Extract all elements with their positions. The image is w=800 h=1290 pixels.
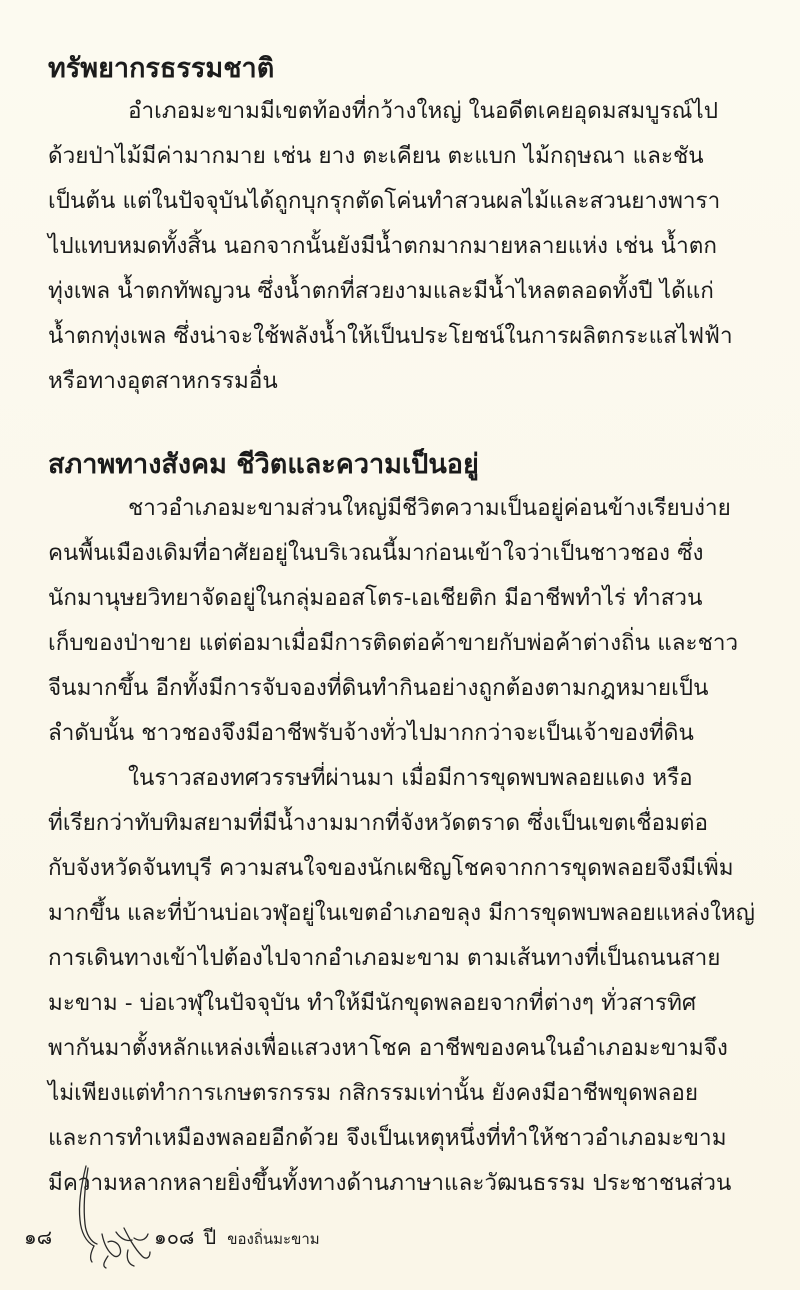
page-number: ๑๘ <box>24 1225 53 1249</box>
text-line: ไปแทบหมดทั้งสิ้น นอกจากนั้นยังมีน้ำตกมากมายหลายแห่ง เช่น น้ำตก <box>48 233 717 259</box>
book-title <box>154 1224 320 1252</box>
text-line: หรือทางอุตสาหกรรมอื่น <box>48 368 278 394</box>
book-title-year: ปี <box>203 1225 217 1249</box>
tamarind-sketch-icon <box>64 1162 164 1272</box>
text-line: ทุ่งเพล น้ำตกทัพญวน ซึ่งน้ำตกที่สวยงามและมีน้ำไหลตลอดทั้งปี ได้แก่ <box>48 278 714 304</box>
text-line: และการทำเหมืองพลอยอีกด้วย จึงเป็นเหตุหนึ่งที่ทำให้ชาวอำเภอมะขาม <box>48 1125 727 1151</box>
text-line: ด้วยป่าไม้มีค่ามากมาย เช่น ยาง ตะเคียน ตะแบก ไม้กฤษณา และชัน <box>48 143 704 169</box>
text-line: นักมานุษยวิทยาจัดอยู่ในกลุ่มออสโตร-เอเชียติก มีอาชีพทำไร่ ทำสวน <box>48 585 703 611</box>
page-footer <box>24 1212 424 1272</box>
text-line: น้ำตกทุ่งเพล ซึ่งน่าจะใช้พลังน้ำให้เป็นประโยชน์ในการผลิตกระแสไฟฟ้า <box>48 323 733 349</box>
text-line: ชาวอำเภอมะขามส่วนใหญ่มีชีวิตความเป็นอยู่ค่อนข้างเรียบง่าย <box>128 495 731 521</box>
text-line: อำเภอมะขามมีเขตท้องที่กว้างใหญ่ ในอดีตเคยอุดมสมบูรณ์ไป <box>128 98 719 124</box>
text-line: มีความหลากหลายยิ่งขึ้นทั้งทางด้านภาษาและวัฒนธรรม ประชาชนส่วน <box>48 1170 732 1196</box>
text-line: มะขาม - บ่อเวฬุในปัจจุบัน ทำให้มีนักขุดพลอยจากที่ต่างๆ ทั่วสารทิศ <box>48 990 697 1016</box>
text-line: เก็บของป่าขาย แต่ต่อมาเมื่อมีการติดต่อค้าขายกับพ่อค้าต่างถิ่น และชาว <box>48 630 739 656</box>
section-heading-social-conditions: สภาพทางสังคม ชีวิตและความเป็นอยู่ <box>48 449 479 480</box>
text-line: การเดินทางเข้าไปต้องไปจากอำเภอมะขาม ตามเส้นทางที่เป็นถนนสาย <box>48 945 721 971</box>
text-line: เป็นต้น แต่ในปัจจุบันได้ถูกบุกรุกตัดโค่นทำสวนผลไม้และสวนยางพารา <box>48 188 721 214</box>
text-line: ในราวสองทศวรรษที่ผ่านมา เมื่อมีการขุดพบพลอยแดง หรือ <box>128 765 693 791</box>
text-line: จีนมากขึ้น อีกทั้งมีการจับจองที่ดินทำกินอย่างถูกต้องตามกฎหมายเป็น <box>48 675 709 701</box>
text-line: พากันมาตั้งหลักแหล่งเพื่อแสวงหาโชค อาชีพของคนในอำเภอมะขามจึง <box>48 1035 728 1061</box>
text-line: ไม่เพียงแต่ทำการเกษตรกรรม กสิกรรมเท่านั้น ยังคงมีอาชีพขุดพลอย <box>48 1080 699 1106</box>
text-line: ลำดับนั้น ชาวชองจึงมีอาชีพรับจ้างทั่วไปมากกว่าจะเป็นเจ้าของที่ดิน <box>48 720 694 746</box>
text-line: คนพื้นเมืองเดิมที่อาศัยอยู่ในบริเวณนี้มาก่อนเข้าใจว่าเป็นชาวชอง ซึ่ง <box>48 540 704 566</box>
text-line: กับจังหวัดจันทบุรี ความสนใจของนักเผชิญโชคจากการขุดพลอยจึงมีเพิ่ม <box>48 855 734 881</box>
text-line: มากขึ้น และที่บ้านบ่อเวฬุอยู่ในเขตอำเภอขลุง มีการขุดพบพลอยแหล่งใหญ่ <box>48 900 755 926</box>
book-title-place: ของถิ่นมะขาม <box>227 1230 320 1248</box>
section-heading-natural-resources: ทรัพยากรธรรมชาติ <box>48 53 275 84</box>
text-line: ที่เรียกว่าทับทิมสยามที่มีน้ำงามมากที่จังหวัดตราด ซึ่งเป็นเขตเชื่อมต่อ <box>48 810 708 836</box>
book-title-number: ๑๐๘ <box>154 1225 195 1249</box>
